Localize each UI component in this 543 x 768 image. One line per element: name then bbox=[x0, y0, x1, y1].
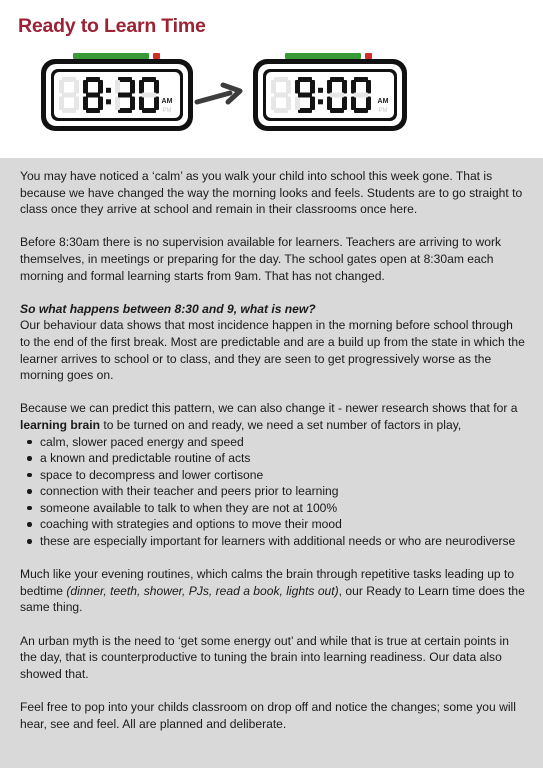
digit-segment bbox=[59, 80, 64, 94]
digit-segment bbox=[271, 80, 276, 94]
digit-segment bbox=[62, 108, 76, 113]
digit-segment bbox=[115, 80, 120, 94]
paragraph-behaviour-data: Our behaviour data shows that most incidence happen in the morning before school through to the end of the first break. Most are predictable and are a build up from the state in which the learner arrives to school or to class, and they are seen to get progressively worse as the morning goes on. bbox=[20, 318, 525, 383]
paragraph-invitation: Feel free to pop into your childs classroom on drop off and notice the changes; some you will hear, see and feel. All are planned and deliberate. bbox=[20, 700, 516, 731]
digit-segment bbox=[139, 80, 144, 94]
list-item: these are especially important for learners with additional needs or who are neurodiverse bbox=[40, 533, 526, 550]
digit-segment bbox=[118, 93, 132, 98]
text-run: Because we can predict this pattern, we can also change it - newer research shows that for a bbox=[20, 401, 518, 416]
digit-segment bbox=[330, 93, 344, 98]
colon-dot bbox=[106, 99, 111, 104]
digit-segment bbox=[286, 97, 291, 111]
list-item: someone available to talk to when they are not at 100% bbox=[40, 500, 526, 517]
text-run: to be turned on and ready, we need a set number of factors in play, bbox=[99, 417, 462, 432]
colon-dot bbox=[318, 99, 323, 104]
digit-segment bbox=[295, 97, 300, 111]
digit-segment bbox=[86, 77, 100, 82]
digit-segment bbox=[298, 93, 312, 98]
factors-list bbox=[20, 434, 526, 550]
digit-segment bbox=[130, 97, 135, 111]
page-title: Ready to Learn Time bbox=[18, 15, 206, 37]
digit-segment bbox=[62, 93, 76, 98]
digit-segment bbox=[310, 97, 315, 111]
digit-segment bbox=[118, 77, 132, 82]
text-run: , our Ready to Learn time does the same thing. bbox=[20, 583, 525, 615]
digit-segment bbox=[271, 97, 276, 111]
list-item: coaching with strategies and options to move their mood bbox=[40, 516, 526, 533]
digit-segment bbox=[366, 97, 371, 111]
digit-segment bbox=[59, 97, 64, 111]
digit-segment bbox=[274, 93, 288, 98]
digit-segment bbox=[354, 77, 368, 82]
digit-segment bbox=[142, 93, 156, 98]
section-question: So what happens between 8:30 and 9, what is new? bbox=[20, 301, 316, 316]
text-run: Much like your evening routines, which calms the brain through repetitive tasks leading up to bedtime bbox=[20, 567, 515, 598]
clock-pm-indicator: PM bbox=[378, 108, 388, 114]
digit-segment bbox=[327, 97, 332, 111]
digit-segment bbox=[83, 97, 88, 111]
digit-segment bbox=[274, 77, 288, 82]
list-item: connection with their teacher and peers prior to learning bbox=[40, 483, 526, 500]
digit-segment bbox=[351, 97, 356, 111]
colon-dot bbox=[318, 88, 323, 93]
clock-top-button-green bbox=[73, 53, 149, 59]
paragraph-supervision: Before 8:30am there is no supervision available for learners. Teachers are arriving to work themselves, in meetings or preparing for the day. The school gates open at 8:30am each morning and formal learning starts from 9am. That has not changed. bbox=[20, 235, 502, 283]
digit-segment bbox=[98, 97, 103, 111]
routine-examples: (dinner, teeth, shower, PJs, read a book, lights out) bbox=[66, 583, 339, 598]
alarm-clock-icon bbox=[253, 53, 407, 131]
digit-segment bbox=[351, 80, 356, 94]
digit-segment bbox=[330, 77, 344, 82]
clock-top-button-red bbox=[153, 53, 160, 59]
clock-illustration bbox=[0, 45, 543, 145]
digit-segment bbox=[142, 77, 156, 82]
digit-segment bbox=[295, 80, 300, 94]
clock-am-indicator: AM bbox=[161, 98, 173, 105]
clock-top-button-red bbox=[365, 53, 372, 59]
digit-segment bbox=[154, 97, 159, 111]
emphasis-learning-brain: learning brain bbox=[20, 417, 100, 432]
list-item: a known and predictable routine of acts bbox=[40, 450, 526, 467]
paragraph-learning-brain bbox=[20, 400, 526, 433]
digit-segment bbox=[62, 77, 76, 82]
digit-segment bbox=[130, 80, 135, 94]
digit-segment bbox=[330, 108, 344, 113]
digit-segment bbox=[115, 97, 120, 111]
digit-segment bbox=[74, 97, 79, 111]
arrow-right-icon bbox=[197, 85, 240, 102]
digit-segment bbox=[98, 80, 103, 94]
clock-pm-indicator: PM bbox=[162, 108, 172, 114]
digit-segment bbox=[298, 77, 312, 82]
clock-top-button-green bbox=[285, 53, 361, 59]
digit-segment bbox=[286, 80, 291, 94]
digit-segment bbox=[366, 80, 371, 94]
paragraph-intro: You may have noticed a ‘calm’ as you walk your child into school this week gone. That is because we have changed the way the morning looks and feels. Students are to go straight to class once they arrive at school and remain in their classrooms once here. bbox=[20, 169, 523, 217]
paragraph-evening-routines bbox=[20, 566, 526, 616]
digit-segment bbox=[342, 97, 347, 111]
digit-segment bbox=[354, 93, 368, 98]
article-body bbox=[0, 158, 543, 768]
digit-segment bbox=[83, 80, 88, 94]
alarm-clock-icon bbox=[41, 53, 193, 131]
digit-segment bbox=[298, 108, 312, 113]
digit-segment bbox=[274, 108, 288, 113]
digit-segment bbox=[154, 80, 159, 94]
digit-segment bbox=[327, 80, 332, 94]
colon-dot bbox=[106, 88, 111, 93]
digit-segment bbox=[118, 108, 132, 113]
digit-segment bbox=[342, 80, 347, 94]
digit-segment bbox=[74, 80, 79, 94]
digit-segment bbox=[142, 108, 156, 113]
list-item: space to decompress and lower cortisone bbox=[40, 467, 526, 484]
digit-segment bbox=[310, 80, 315, 94]
digit-segment bbox=[139, 97, 144, 111]
paragraph-urban-myth: An urban myth is the need to ‘get some energy out’ and while that is true at certain points in the day, that is counterproductive to tuning the brain into learning readiness. Our data also showed that. bbox=[20, 633, 509, 681]
digit-segment bbox=[86, 93, 100, 98]
digit-segment bbox=[86, 108, 100, 113]
clock-am-indicator: AM bbox=[377, 98, 389, 105]
list-item: calm, slower paced energy and speed bbox=[40, 434, 526, 451]
digit-segment bbox=[354, 108, 368, 113]
